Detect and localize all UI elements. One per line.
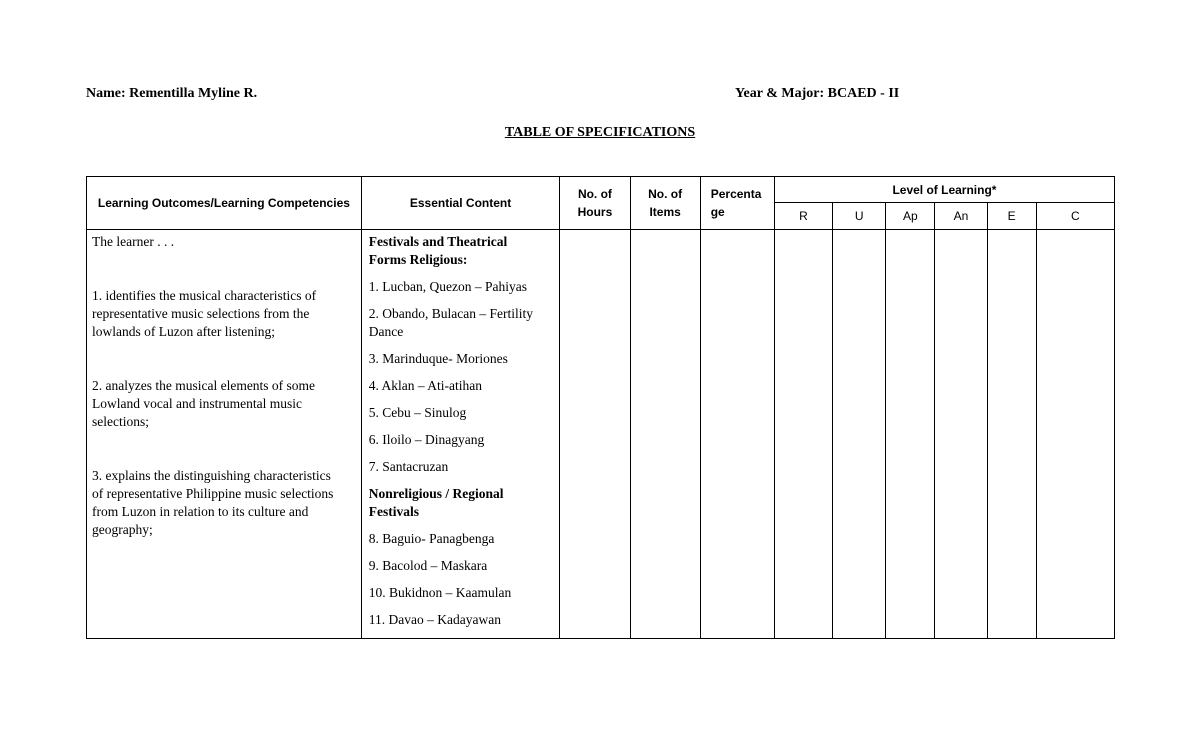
religious-heading-line: Forms Religious:	[368, 252, 468, 267]
festival-item	[369, 377, 553, 395]
year-major: Year & Major: BCAED - II	[735, 86, 900, 101]
outcomes-intro: The learner . . .	[92, 234, 175, 249]
festival-item	[369, 431, 553, 449]
level-r: R	[774, 203, 832, 230]
document-title: TABLE OF SPECIFICATIONS	[504, 125, 696, 140]
header-outcomes: Learning Outcomes/Learning Competencies	[87, 177, 362, 230]
festival-item	[369, 458, 553, 476]
religious-heading-line: Festivals and Theatrical	[368, 234, 508, 249]
festival-item-line: 9. Bacolod – Maskara	[368, 558, 488, 573]
festival-item-line: 3. Marinduque- Moriones	[368, 351, 508, 366]
header-hours	[560, 177, 630, 230]
level-u-cell	[833, 230, 886, 639]
festival-item	[369, 584, 553, 602]
festival-item	[369, 278, 553, 296]
header-percentage-line1: Percenta	[710, 187, 762, 201]
festival-item-line: Dance	[368, 324, 404, 339]
outcome-2-line: selections;	[92, 414, 149, 429]
level-ap-cell	[886, 230, 935, 639]
level-an-cell	[935, 230, 987, 639]
festival-item-line: 8. Baguio- Panagbenga	[368, 531, 495, 546]
header-hours-line1: No. of	[577, 187, 612, 201]
religious-heading	[369, 233, 553, 269]
level-an: An	[935, 203, 987, 230]
festival-item	[369, 305, 553, 341]
outcomes-cell	[87, 230, 362, 639]
outcome-2-line: 2. analyzes the musical elements of some	[92, 378, 316, 393]
content-cell	[361, 230, 560, 639]
specifications-table	[86, 176, 1115, 639]
level-e-cell	[987, 230, 1036, 639]
festival-item-line: 6. Iloilo – Dinagyang	[368, 432, 485, 447]
outcome-3-line: 3. explains the distinguishing characteristics	[92, 468, 331, 483]
festival-item-line: 10. Bukidnon – Kaamulan	[368, 585, 512, 600]
festival-item	[369, 611, 553, 629]
outcome-1-line: 1. identifies the musical characteristics of	[92, 288, 317, 303]
festival-item-line: 2. Obando, Bulacan – Fertility	[368, 306, 534, 321]
nonreligious-heading-line: Festivals	[368, 504, 420, 519]
header-items	[630, 177, 700, 230]
outcome-1	[92, 287, 356, 341]
festival-item-line: 1. Lucban, Quezon – Pahiyas	[368, 279, 527, 294]
festival-item	[369, 350, 553, 368]
percentage-cell	[700, 230, 774, 639]
header-content: Essential Content	[361, 177, 560, 230]
level-c-cell	[1036, 230, 1114, 639]
outcome-3	[92, 467, 356, 539]
header-hours-line2: Hours	[577, 205, 613, 219]
header-items-line2: Items	[649, 205, 681, 219]
festival-item-line: 4. Aklan – Ati-atihan	[368, 378, 483, 393]
header-level-of-learning: Level of Learning*	[774, 177, 1114, 203]
festival-item-line: 11. Davao – Kadayawan	[368, 612, 501, 627]
level-r-cell	[774, 230, 832, 639]
level-u: U	[833, 203, 886, 230]
level-ap: Ap	[886, 203, 935, 230]
nonreligious-heading	[369, 485, 553, 521]
festival-item-line: 5. Cebu – Sinulog	[368, 405, 467, 420]
outcome-3-line: geography;	[92, 522, 153, 537]
hours-cell	[560, 230, 630, 639]
outcome-2	[92, 377, 356, 431]
header-percentage-line2: ge	[710, 205, 725, 219]
festival-item	[369, 530, 553, 548]
header-percentage	[700, 177, 774, 230]
nonreligious-heading-line: Nonreligious / Regional	[368, 486, 504, 501]
outcome-3-line: of representative Philippine music selections	[92, 486, 334, 501]
header-items-line1: No. of	[648, 187, 683, 201]
level-e: E	[987, 203, 1036, 230]
outcome-1-line: representative music selections from the	[92, 306, 310, 321]
festival-item	[369, 404, 553, 422]
student-name: Name: Rementilla Myline R.	[86, 86, 258, 101]
items-cell	[630, 230, 700, 639]
outcome-2-line: Lowland vocal and instrumental music	[92, 396, 302, 411]
festival-item	[369, 557, 553, 575]
level-c: C	[1036, 203, 1114, 230]
outcome-1-line: lowlands of Luzon after listening;	[92, 324, 275, 339]
outcome-3-line: from Luzon in relation to its culture and	[92, 504, 309, 519]
festival-item-line: 7. Santacruzan	[368, 459, 449, 474]
